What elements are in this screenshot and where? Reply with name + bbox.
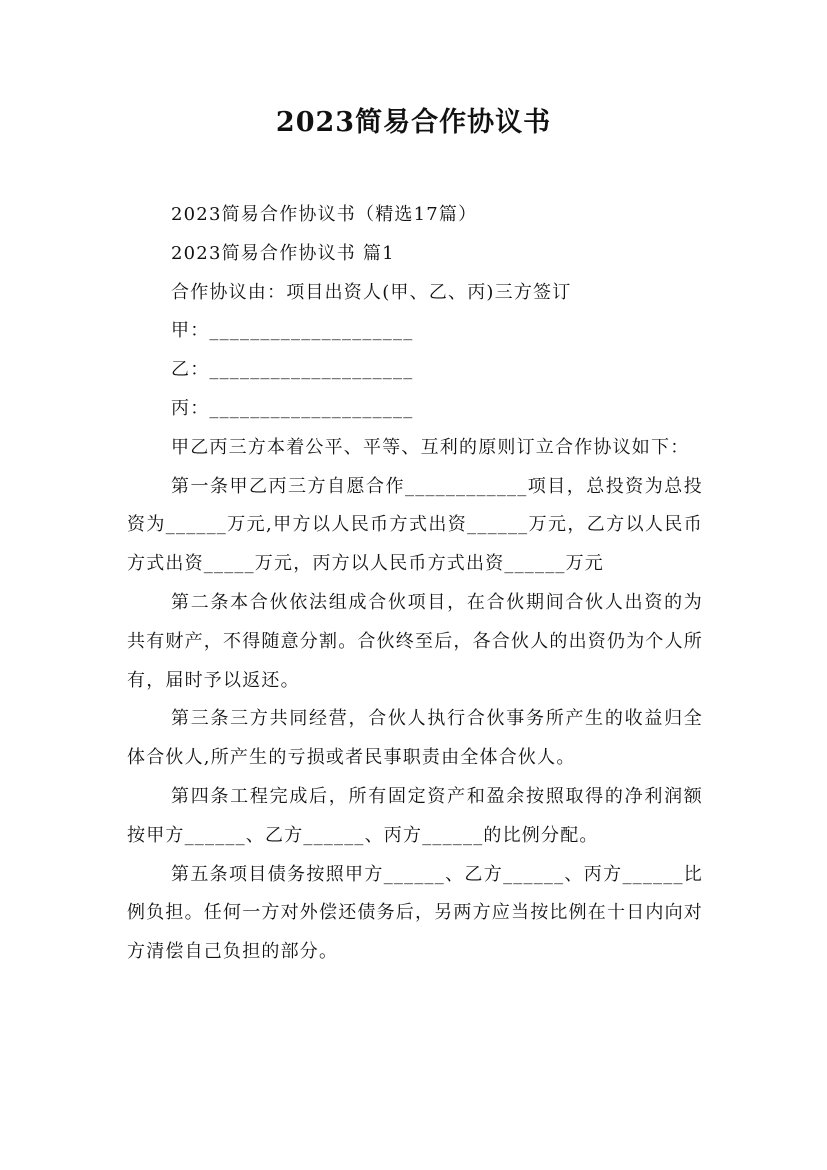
paragraph-article-4: 第四条工程完成后，所有固定资产和盈余按照取得的净利润额按甲方______、乙方______、丙方______的比例分配。 xyxy=(127,785,703,846)
party-a-line: 甲：____________________ xyxy=(171,320,414,342)
paragraph-article-2: 第二条本合伙依法组成合伙项目，在合伙期间合伙人出资的为共有财产，不得随意分割。合伙终至后，各合伙人的出资仍为个人所有，届时予以返还。 xyxy=(127,591,703,691)
paragraph-article-1: 第一条甲乙丙三方自愿合作____________项目，总投资为总投资为______万元,甲方以人民币方式出资______万元，乙方以人民币方式出资_____万元，丙方以人民币方式出资______万元 xyxy=(127,475,703,575)
party-c-line: 丙：____________________ xyxy=(171,397,414,419)
signatory-intro: 合作协议由：项目出资人(甲、乙、丙)三方签订 xyxy=(171,281,572,303)
party-b-line: 乙：____________________ xyxy=(171,359,414,381)
subtitle-line: 2023简易合作协议书（精选17篇） xyxy=(171,204,478,225)
paragraph-preamble: 甲乙丙三方本着公平、平等、互利的原则订立合作协议如下： xyxy=(171,436,690,458)
document-title: 2023简易合作协议书 xyxy=(275,107,552,138)
document-body xyxy=(127,196,703,972)
paragraph-article-3: 第三条三方共同经营，合伙人执行合伙事务所产生的收益归全体合伙人,所产生的亏损或者民事职责由全体合伙人。 xyxy=(127,708,703,769)
section-heading: 2023简易合作协议书 篇1 xyxy=(171,242,395,264)
paragraph-article-5: 第五条项目债务按照甲方______、乙方______、丙方______比例负担。任何一方对外偿还债务后，另两方应当按比例在十日内向对方清偿自己负担的部分。 xyxy=(127,863,703,963)
